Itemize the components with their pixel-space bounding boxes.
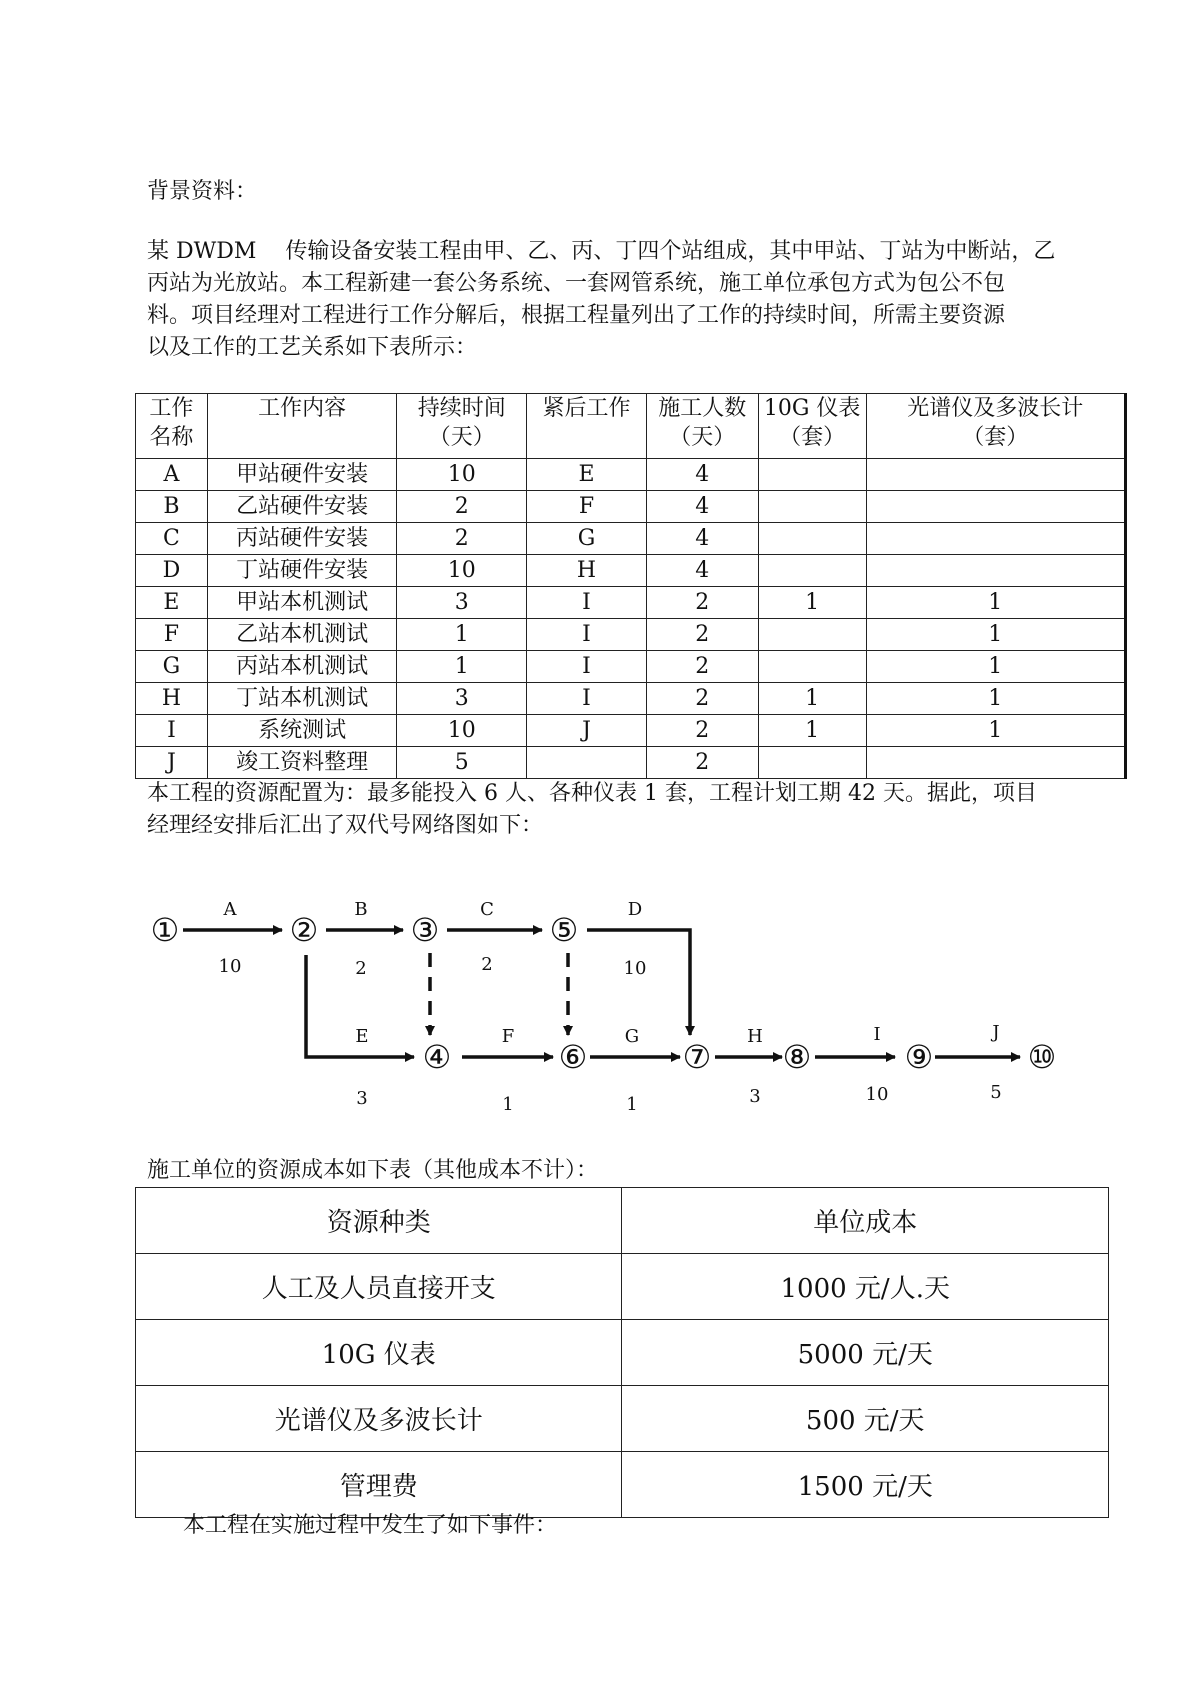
cell-workers: 2: [646, 651, 758, 683]
cell-work-name: C: [136, 523, 208, 555]
cell-work-name: F: [136, 619, 208, 651]
cell-spectrum-analyzer: [866, 523, 1125, 555]
network-node: ⑤: [549, 911, 579, 949]
cell-duration: 3: [397, 587, 527, 619]
cell-work-content: 甲站本机测试: [207, 587, 396, 619]
cell-unit-cost: 1000 元/人.天: [622, 1254, 1109, 1320]
cell-duration: 10: [397, 459, 527, 491]
cell-10g-meter: [758, 619, 866, 651]
cell-unit-cost: 5000 元/天: [622, 1320, 1109, 1386]
resource-line: 经理经安排后汇出了双代号网络图如下：: [147, 813, 544, 838]
table-row: [136, 1386, 1109, 1452]
work-breakdown-table: [135, 393, 1127, 779]
table-row: [136, 683, 1126, 715]
cell-successor: I: [527, 683, 647, 715]
table-row: [136, 491, 1126, 523]
header-work-name: 工作 名称: [136, 394, 208, 459]
cell-10g-meter: 1: [758, 683, 866, 715]
cell-spectrum-analyzer: [866, 491, 1125, 523]
activity-duration: 3: [356, 1088, 368, 1109]
cell-workers: 2: [646, 587, 758, 619]
cell-duration: 1: [397, 619, 527, 651]
cell-resource-type: 管理费: [136, 1452, 622, 1518]
cell-work-name: E: [136, 587, 208, 619]
header-work-content: 工作内容: [207, 394, 396, 459]
table-row: [136, 523, 1126, 555]
table-header-row: [136, 1188, 1109, 1254]
cell-successor: I: [527, 587, 647, 619]
cell-successor: G: [527, 523, 647, 555]
cell-work-content: 乙站本机测试: [207, 619, 396, 651]
cell-spectrum-analyzer: 1: [866, 683, 1125, 715]
header-unit-cost: 单位成本: [622, 1188, 1109, 1254]
cell-workers: 2: [646, 619, 758, 651]
activity-duration: 10: [865, 1084, 889, 1105]
table-row: [136, 1452, 1109, 1518]
cell-duration: 5: [397, 747, 527, 779]
cell-spectrum-analyzer: 1: [866, 619, 1125, 651]
cost-table-title: 施工单位的资源成本如下表（其他成本不计）：: [147, 1158, 599, 1183]
cell-duration: 3: [397, 683, 527, 715]
cell-duration: 2: [397, 523, 527, 555]
cell-successor: I: [527, 619, 647, 651]
cell-10g-meter: [758, 523, 866, 555]
events-intro: 本工程在实施过程中发生了如下事件：: [183, 1513, 558, 1538]
cell-10g-meter: 1: [758, 587, 866, 619]
table-row: [136, 715, 1126, 747]
resource-paragraph: [147, 778, 1109, 842]
intro-line: 料。项目经理对工程进行工作分解后，根据工程量列出了工作的持续时间，所需主要资源: [147, 303, 1006, 328]
section-heading: 背景资料：: [147, 179, 258, 204]
cell-resource-type: 10G 仪表: [136, 1320, 622, 1386]
resource-cost-table: [135, 1187, 1109, 1518]
network-diagram: [0, 880, 1191, 1120]
cell-duration: 10: [397, 715, 527, 747]
network-node: ④: [422, 1038, 452, 1076]
network-node: ①: [150, 911, 180, 949]
cell-work-name: J: [136, 747, 208, 779]
activity-label: F: [501, 1026, 515, 1047]
cell-unit-cost: 500 元/天: [622, 1386, 1109, 1452]
cell-work-content: 丁站硬件安装: [207, 555, 396, 587]
table-header-row: [136, 394, 1126, 459]
cell-10g-meter: [758, 491, 866, 523]
activity-label: D: [627, 899, 643, 920]
table-row: [136, 555, 1126, 587]
network-node: ⑧: [782, 1038, 812, 1076]
cell-10g-meter: [758, 459, 866, 491]
cell-spectrum-analyzer: 1: [866, 715, 1125, 747]
cell-work-name: H: [136, 683, 208, 715]
intro-line: 以及工作的工艺关系如下表所示：: [147, 335, 478, 360]
cell-workers: 4: [646, 491, 758, 523]
cell-work-content: 竣工资料整理: [207, 747, 396, 779]
cell-work-content: 丙站本机测试: [207, 651, 396, 683]
cell-work-name: B: [136, 491, 208, 523]
cell-successor: H: [527, 555, 647, 587]
cell-spectrum-analyzer: [866, 555, 1125, 587]
cell-duration: 1: [397, 651, 527, 683]
cell-work-name: G: [136, 651, 208, 683]
network-node: ⑨: [904, 1038, 934, 1076]
cell-spectrum-analyzer: [866, 459, 1125, 491]
activity-label: B: [354, 899, 368, 920]
cell-spectrum-analyzer: 1: [866, 587, 1125, 619]
cell-work-name: D: [136, 555, 208, 587]
header-resource-type: 资源种类: [136, 1188, 622, 1254]
cell-spectrum-analyzer: [866, 747, 1125, 779]
cell-work-content: 丁站本机测试: [207, 683, 396, 715]
activity-label: E: [355, 1026, 369, 1047]
intro-line: 丙站为光放站。本工程新建一套公务系统、一套网管系统，施工单位承包方式为包公不包: [147, 271, 1006, 296]
cell-workers: 2: [646, 747, 758, 779]
activity-duration: 2: [481, 954, 493, 975]
network-node: ②: [289, 911, 319, 949]
cell-work-name: I: [136, 715, 208, 747]
cell-work-name: A: [136, 459, 208, 491]
cell-work-content: 乙站硬件安装: [207, 491, 396, 523]
activity-label: A: [223, 899, 237, 920]
cell-workers: 4: [646, 459, 758, 491]
activity-label: C: [480, 899, 494, 920]
resource-line: 本工程的资源配置为：最多能投入 6 人、各种仪表 1 套，工程计划工期 42 天。据此，项目: [147, 781, 1037, 806]
activity-duration: 10: [623, 958, 647, 979]
activity-duration: 5: [990, 1082, 1002, 1103]
cell-work-content: 丙站硬件安装: [207, 523, 396, 555]
table-row: [136, 1320, 1109, 1386]
activity-duration: 1: [502, 1094, 514, 1115]
intro-paragraph: [147, 236, 1109, 364]
intro-line: 某 DWDM 传输设备安装工程由甲、乙、丙、丁四个站组成，其中甲站、丁站为中断站，乙: [147, 239, 1056, 264]
activity-label: G: [624, 1026, 640, 1047]
activity-label: J: [992, 1022, 1000, 1043]
cell-10g-meter: [758, 651, 866, 683]
activity-label: I: [873, 1024, 881, 1045]
header-successor: 紧后工作: [527, 394, 647, 459]
cell-successor: F: [527, 491, 647, 523]
cell-successor: [527, 747, 647, 779]
cell-resource-type: 光谱仪及多波长计: [136, 1386, 622, 1452]
cell-workers: 2: [646, 683, 758, 715]
table-row: [136, 651, 1126, 683]
table-row: [136, 459, 1126, 491]
activity-duration: 2: [355, 958, 367, 979]
cell-workers: 2: [646, 715, 758, 747]
cell-workers: 4: [646, 523, 758, 555]
cell-duration: 10: [397, 555, 527, 587]
cell-unit-cost: 1500 元/天: [622, 1452, 1109, 1518]
network-node: ③: [410, 911, 440, 949]
cell-successor: E: [527, 459, 647, 491]
table-row: [136, 619, 1126, 651]
cell-duration: 2: [397, 491, 527, 523]
table-row: [136, 747, 1126, 779]
table-row: [136, 1254, 1109, 1320]
cell-work-content: 系统测试: [207, 715, 396, 747]
cell-resource-type: 人工及人员直接开支: [136, 1254, 622, 1320]
cell-10g-meter: [758, 555, 866, 587]
network-node: ⑦: [682, 1038, 712, 1076]
header-spectrum-analyzer: 光谱仪及多波长计 （套）: [866, 394, 1125, 459]
activity-duration: 3: [749, 1086, 761, 1107]
header-10g-meter: 10G 仪表 （套）: [758, 394, 866, 459]
table-row: [136, 587, 1126, 619]
cell-successor: I: [527, 651, 647, 683]
activity-label: H: [747, 1026, 763, 1047]
activity-duration: 10: [218, 956, 242, 977]
header-workers: 施工人数 （天）: [646, 394, 758, 459]
network-node: ⑥: [558, 1038, 588, 1076]
cell-10g-meter: [758, 747, 866, 779]
activity-duration: 1: [626, 1094, 638, 1115]
cell-spectrum-analyzer: 1: [866, 651, 1125, 683]
cell-successor: J: [527, 715, 647, 747]
cell-work-content: 甲站硬件安装: [207, 459, 396, 491]
cell-workers: 4: [646, 555, 758, 587]
network-node: ⑩: [1027, 1038, 1057, 1076]
cell-10g-meter: 1: [758, 715, 866, 747]
header-duration: 持续时间 （天）: [397, 394, 527, 459]
